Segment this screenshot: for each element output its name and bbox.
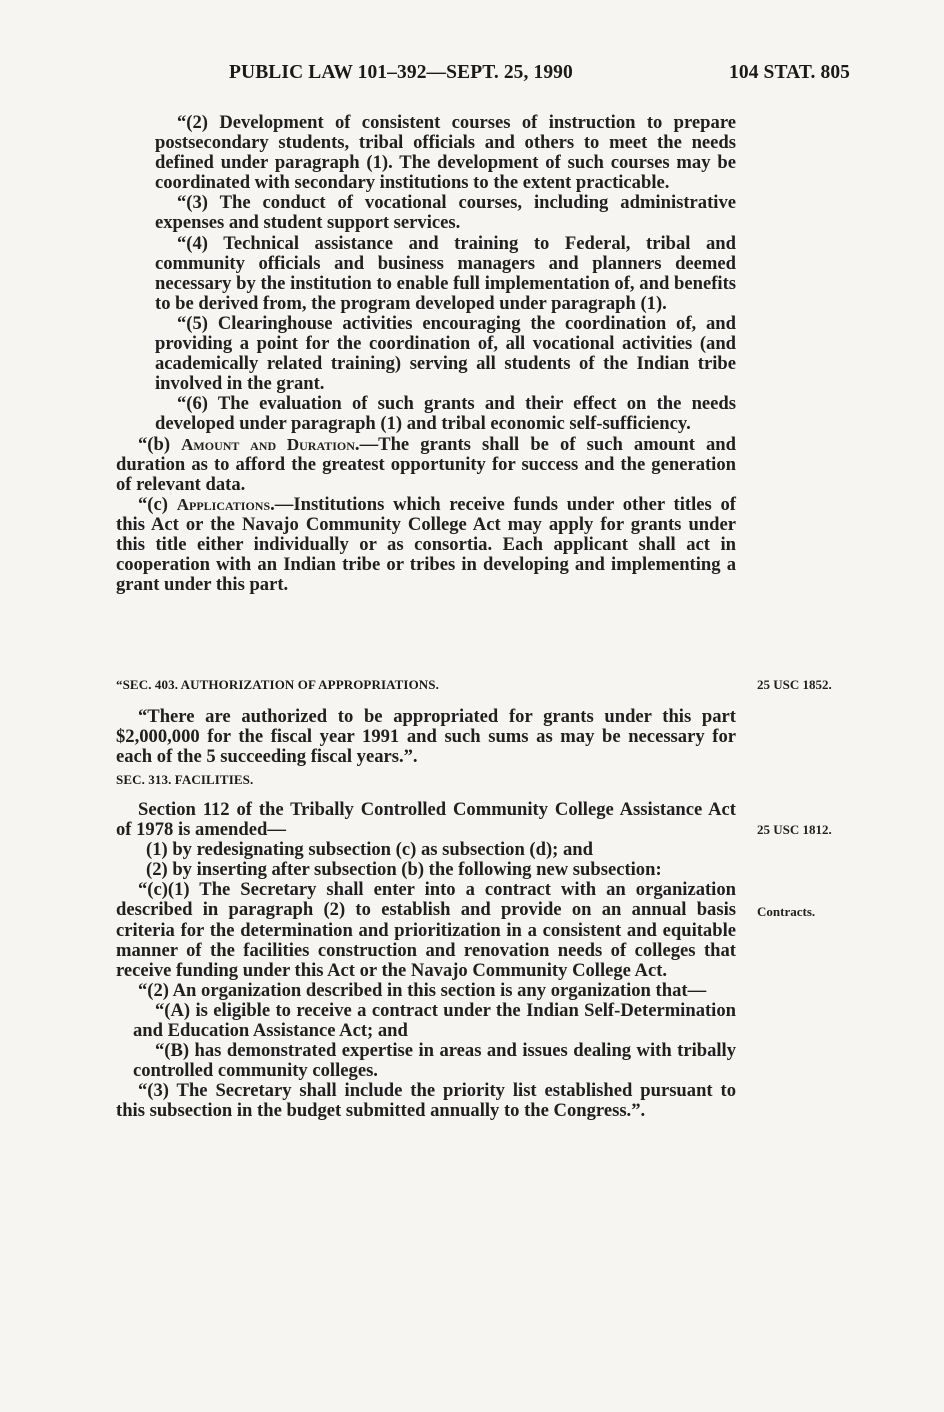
subsection-c-2-A: “(A) is eligible to receive a contract under the Indian Self-Determination and Education Assistance Act; and — [133, 999, 736, 1042]
section-403 — [116, 677, 736, 767]
subsection-c-3: “(3) The Secretary shall include the priority list established pursuant to this subsection in the budget submitted annually to the Congress.”. — [116, 1080, 736, 1122]
subsection-c-text: .—Institutions which receive funds under other titles of this Act or the Navajo Community College Act may apply for grants under this title either individually or as consortia. Each applicant shall act in cooperation with an Indian tribe or tribes in developing and implementing a grant under this part. — [116, 493, 736, 596]
margin-note-contracts: Contracts. — [757, 904, 816, 919]
section-313-item-2: (2) by inserting after subsection (b) the following new subsection: — [146, 859, 662, 881]
paragraph-2: “(2) Development of consistent courses of instruction to prepare postsecondary students, tribal officials and others to meet the needs defined under paragraph (1). The development of such courses may be coordinated with secondary institutions to the extent practicable. — [155, 112, 736, 194]
section-403-heading: “SEC. 403. AUTHORIZATION OF APPROPRIATIONS. — [116, 677, 439, 692]
margin-note-25-usc-1852: 25 USC 1852. — [757, 677, 832, 692]
subsection-b-text: .—The grants shall be of such amount and duration as to afford the greatest opportunity for success and the generation of relevant data. — [116, 433, 736, 495]
subsection-c-2: “(2) An organization described in this section is any organization that— — [138, 979, 707, 1001]
section-313-item-1: (1) by redesignating subsection (c) as subsection (d); and — [146, 839, 593, 861]
section-313-intro: Section 112 of the Tribally Controlled Community College Assistance Act of 1978 is amended— — [116, 799, 736, 841]
section-313-heading: SEC. 313. FACILITIES. — [116, 772, 254, 787]
subsection-b-lead: “(b) — [138, 433, 171, 455]
paragraph-4: “(4) Technical assistance and training to Federal, tribal and community officials and business managers and planners deemed necessary by the institution to enable full implementation of, and benefits to be derived from, the program developed under paragraph (1). — [155, 232, 736, 314]
section-403-text: “There are authorized to be appropriated for grants under this part $2,000,000 for the fiscal year 1991 and such sums as may be necessary for each of the 5 succeeding fiscal years.”. — [116, 706, 736, 768]
subsection-c-lead: “(c) — [138, 493, 168, 515]
paragraph-6: “(6) The evaluation of such grants and their effect on the needs developed under paragraph (1) and tribal economic self-sufficiency. — [155, 393, 736, 435]
subsection-c-heading: Applications — [176, 494, 271, 514]
margin-note-25-usc-1812: 25 USC 1812. — [757, 822, 832, 837]
subsection-b — [116, 435, 736, 495]
running-header-stat: 104 STAT. 805 — [729, 62, 851, 83]
paragraph-3: “(3) The conduct of vocational courses, including administrative expenses and student support services. — [155, 192, 736, 234]
subsection-c — [116, 495, 736, 595]
subsection-b-heading: Amount and Duration — [181, 434, 355, 454]
running-header-title: PUBLIC LAW 101–392—SEPT. 25, 1990 — [229, 62, 573, 83]
section-313 — [116, 772, 736, 1122]
paragraph-5: “(5) Clearinghouse activities encouraging the coordination of, and providing a point for the coordination of, all vocational activities (and academically related training) serving all students of the Indian tribe involved in the grant. — [155, 312, 736, 395]
subsection-c-2-B: “(B) has demonstrated expertise in areas and issues dealing with tribally controlled community colleges. — [133, 1040, 736, 1082]
subsection-c-1: “(c)(1) The Secretary shall enter into a contract with an organization described in paragraph (2) to establish and provide on an annual basis criteria for the determination and prioritization in a consistent and equitable manner of the facilities construction and renovation needs of colleges that receive funding under this Act or the Navajo Community College Act. — [116, 879, 736, 981]
section-402-body — [116, 113, 736, 595]
